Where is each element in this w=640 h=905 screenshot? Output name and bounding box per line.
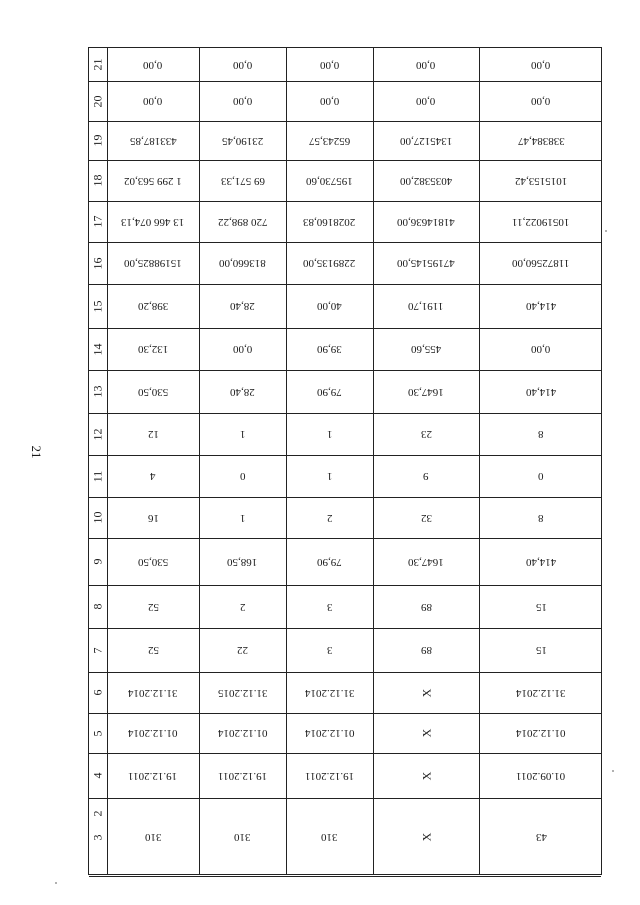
cell-value: 530,50	[137, 385, 169, 398]
cell-value: 31.12.2014	[128, 686, 178, 699]
cell-value: 01.12.2014	[128, 727, 178, 739]
cell-value: 0,00	[416, 58, 436, 71]
cell-value: 69 571,33	[220, 174, 265, 187]
table-cell	[479, 121, 603, 160]
cell-value: 1191,70	[408, 300, 444, 312]
cell-value: 15	[535, 644, 547, 656]
cell-value: 414,40	[525, 300, 557, 312]
cell-value: 52	[147, 644, 159, 656]
cell-value: 398,20	[137, 300, 169, 312]
cell-value: 310	[144, 831, 162, 843]
column-number-cell	[89, 81, 107, 121]
cell-value: 01.12.2014	[217, 727, 268, 739]
cell-value: 10519022,11	[512, 215, 570, 228]
cell-value: 40,00	[317, 300, 342, 312]
column-number-cell	[89, 455, 107, 497]
cell-value: 0,00	[143, 58, 163, 71]
table-cell	[199, 585, 286, 628]
cell-value: 0,00	[531, 95, 551, 107]
scan-speck	[55, 882, 57, 884]
cell-value: 19.12.2011	[217, 769, 268, 782]
cell-value: 28,40	[230, 300, 255, 312]
column-number: 13	[90, 385, 105, 398]
cell-value: 12	[147, 428, 159, 440]
cell-value: 530,50	[137, 555, 169, 568]
cell-value: 43	[535, 831, 547, 843]
table-cell	[286, 672, 373, 713]
table-cell	[479, 242, 603, 284]
column-number-cell	[89, 713, 107, 753]
table-cell	[373, 538, 479, 585]
column-number-cell	[89, 48, 107, 81]
table-cell	[107, 628, 199, 672]
cell-value: 9	[423, 470, 429, 482]
column-number: 10	[90, 511, 105, 524]
column-number: 15	[90, 300, 105, 312]
table-cell	[479, 48, 603, 81]
table-cell	[199, 48, 286, 81]
data-table	[88, 47, 602, 875]
table-cell	[373, 201, 479, 242]
cell-value: 28,40	[230, 385, 255, 398]
column-number-cell	[89, 497, 107, 538]
column-number: 6	[90, 689, 105, 696]
value-x: X	[418, 688, 433, 697]
table-cell	[286, 413, 373, 455]
column-number-cell	[89, 585, 107, 628]
table-cell	[286, 242, 373, 284]
table-cell	[107, 328, 199, 370]
cell-value: 01.12.2014	[304, 727, 355, 739]
column-number-cell	[89, 672, 107, 713]
table-cell	[373, 628, 479, 672]
cell-value: 338384,47	[517, 134, 565, 147]
cell-value: 1 299 563,02	[124, 174, 182, 187]
cell-value: 168,50	[227, 555, 258, 568]
table-cell	[373, 672, 479, 713]
table-cell	[373, 121, 479, 160]
column-number: 12	[90, 428, 105, 440]
table-cell	[199, 798, 286, 876]
cell-value: 3	[326, 644, 333, 656]
column-number-cell	[89, 413, 107, 455]
column-number: 9	[90, 558, 105, 565]
table-cell	[107, 413, 199, 455]
column-number-cell	[89, 628, 107, 672]
table-cell	[107, 497, 199, 538]
column-number-cell	[89, 242, 107, 284]
cell-value: 1015153,42	[514, 174, 568, 187]
value-x: X	[418, 832, 433, 842]
cell-value: 32	[420, 511, 432, 524]
table-cell	[107, 713, 199, 753]
cell-value: 1	[239, 428, 246, 440]
table-cell	[479, 413, 603, 455]
table-cell	[107, 201, 199, 242]
column-number-cell	[89, 370, 107, 413]
cell-value: 1	[326, 428, 333, 440]
cell-value: 0,00	[232, 58, 253, 71]
cell-value: 52	[147, 600, 159, 613]
table-cell	[199, 455, 286, 497]
table-cell	[286, 713, 373, 753]
table-cell	[199, 242, 286, 284]
cell-value: 79,90	[317, 555, 342, 568]
table-cell	[479, 160, 603, 201]
table-cell	[107, 160, 199, 201]
cell-value: 414,40	[525, 555, 557, 568]
table-cell	[479, 201, 603, 242]
cell-value: 4035382,00	[399, 174, 453, 187]
table-cell	[479, 370, 603, 413]
table-cell	[286, 798, 373, 876]
table-cell	[286, 585, 373, 628]
page-number: 21	[29, 445, 44, 459]
table-cell	[107, 121, 199, 160]
column-number: 14	[90, 343, 105, 355]
column-number: 4	[90, 772, 105, 779]
column-number: 11	[90, 470, 105, 482]
cell-value: 16	[147, 511, 159, 524]
column-number: 21	[90, 58, 105, 71]
table-cell	[107, 284, 199, 328]
cell-value: 15	[535, 600, 547, 613]
cell-value: 310	[234, 831, 251, 843]
table-cell	[373, 48, 479, 81]
table-cell	[373, 455, 479, 497]
cell-value: 8	[538, 428, 544, 440]
table-cell	[479, 497, 603, 538]
table-cell	[479, 585, 603, 628]
scan-speck	[612, 770, 614, 772]
cell-value: 0	[538, 470, 544, 482]
table-cell	[107, 585, 199, 628]
cell-value: 414,40	[525, 385, 557, 398]
column-number-cell	[89, 121, 107, 160]
table-cell	[373, 753, 479, 798]
table-cell	[373, 798, 479, 876]
cell-value: 195730,60	[306, 174, 353, 187]
table-cell	[286, 284, 373, 328]
column-number-cell	[89, 201, 107, 242]
table-cell	[199, 201, 286, 242]
table-cell	[373, 585, 479, 628]
scan-speck	[605, 230, 607, 232]
table-cell	[479, 713, 603, 753]
cell-value: 433187,85	[129, 134, 177, 147]
table-cell	[199, 81, 286, 121]
table-cell	[199, 672, 286, 713]
cell-value: 0,00	[319, 58, 340, 71]
cell-value: 19.12.2011	[128, 769, 178, 782]
table-cell	[373, 242, 479, 284]
table-cell	[286, 121, 373, 160]
cell-value: 0,00	[232, 95, 253, 107]
column-number: 3	[90, 834, 105, 840]
cell-value: 31.12.2014	[304, 686, 355, 699]
table-cell	[286, 455, 373, 497]
table-cell	[479, 81, 603, 121]
column-number: 5	[90, 730, 105, 736]
cell-value: 1	[239, 511, 246, 524]
table-cell	[107, 538, 199, 585]
table-cell	[479, 538, 603, 585]
cell-value: 1345127,00	[399, 134, 453, 147]
table-cell	[479, 455, 603, 497]
cell-value: 31.12.2014	[516, 686, 566, 699]
table-cell	[373, 284, 479, 328]
cell-value: 23190,45	[221, 134, 264, 147]
table-cell	[199, 160, 286, 201]
table-cell	[107, 455, 199, 497]
cell-value: 19.12.2011	[304, 769, 355, 782]
table-cell	[199, 121, 286, 160]
cell-value: 4	[150, 470, 156, 482]
cell-value: 31.12.2015	[217, 686, 268, 699]
table-cell	[199, 497, 286, 538]
column-number: 8	[90, 603, 105, 610]
cell-value: 0,00	[416, 95, 436, 107]
cell-value: 13 466 074,13	[121, 215, 185, 228]
table-cell	[286, 328, 373, 370]
table-cell	[479, 328, 603, 370]
cell-value: 01.12.2014	[516, 727, 566, 739]
column-number: 20	[90, 95, 105, 107]
table-cell	[286, 201, 373, 242]
table-cell	[107, 48, 199, 81]
cell-value: 8	[538, 511, 544, 524]
table-cell	[286, 160, 373, 201]
cell-value: 813660,00	[219, 257, 266, 269]
cell-value: 1	[326, 470, 333, 482]
cell-value: 0,00	[531, 58, 551, 71]
table-cell	[479, 798, 603, 876]
table-cell	[373, 81, 479, 121]
cell-value: 0,00	[531, 343, 551, 355]
column-number-cell	[89, 328, 107, 370]
cell-value: 22	[237, 644, 248, 656]
table-cell	[373, 328, 479, 370]
table-cell	[199, 328, 286, 370]
table-cell	[286, 81, 373, 121]
cell-value: 89	[420, 644, 432, 656]
cell-value: 2028160,83	[303, 215, 356, 228]
cell-value: 41814636,00	[397, 215, 455, 228]
cell-value: 3	[326, 600, 333, 613]
table-cell	[107, 370, 199, 413]
cell-value: 310	[321, 831, 338, 843]
table-cell	[479, 628, 603, 672]
table-cell	[199, 413, 286, 455]
cell-value: 79,90	[317, 385, 342, 398]
cell-value: 39,90	[317, 343, 342, 355]
cell-value: 65243,57	[308, 134, 351, 147]
cell-value: 720 898,22	[217, 215, 268, 228]
table-cell	[286, 753, 373, 798]
value-x: X	[418, 771, 433, 780]
table-cell	[107, 798, 199, 876]
column-number: 16	[90, 257, 105, 269]
cell-value: 455,60	[410, 343, 442, 355]
cell-value: 47195145,00	[397, 257, 455, 269]
table-cell	[373, 413, 479, 455]
table-cell	[373, 497, 479, 538]
cell-value: 132,30	[137, 343, 169, 355]
table-cell	[479, 753, 603, 798]
cell-value: 2	[326, 511, 333, 524]
column-number-cell	[89, 284, 107, 328]
table-cell	[199, 538, 286, 585]
cell-value: 2289135,00	[303, 257, 356, 269]
cell-value: 0,00	[232, 343, 253, 355]
cell-value: 11872560,00	[512, 257, 570, 269]
table-cell	[199, 284, 286, 328]
table-cell	[107, 672, 199, 713]
table-cell	[286, 370, 373, 413]
column-number-cell	[89, 806, 107, 821]
cell-value: 0,00	[143, 95, 163, 107]
column-number: 18	[90, 174, 105, 187]
value-x: X	[418, 728, 433, 738]
table-cell	[373, 713, 479, 753]
table-cell	[107, 242, 199, 284]
column-number: 19	[90, 134, 105, 147]
table-cell	[373, 370, 479, 413]
table-cell	[199, 753, 286, 798]
table-cell	[199, 628, 286, 672]
cell-value: 2	[239, 600, 246, 613]
table-cell	[199, 713, 286, 753]
table-cell	[286, 497, 373, 538]
table-cell	[286, 628, 373, 672]
table-cell	[373, 160, 479, 201]
column-number-cell	[89, 160, 107, 201]
table-cell	[107, 81, 199, 121]
column-number-cell	[89, 538, 107, 585]
column-number: 7	[90, 647, 105, 653]
table-cell	[286, 48, 373, 81]
grid-line-horizontal	[89, 876, 601, 877]
cell-value: 1647,30	[408, 555, 444, 568]
cell-value: 1647,30	[408, 385, 444, 398]
cell-value: 23	[420, 428, 432, 440]
column-number: 17	[90, 215, 105, 228]
column-number: 2	[90, 810, 105, 817]
table-cell	[107, 753, 199, 798]
table-cell	[479, 672, 603, 713]
cell-value: 89	[420, 600, 432, 613]
cell-value: 01.09.2011	[516, 769, 566, 782]
cell-value: 15198825,00	[124, 257, 182, 269]
cell-value: 0	[239, 470, 246, 482]
column-number-cell	[89, 753, 107, 798]
cell-value: 0,00	[319, 95, 340, 107]
table-cell	[286, 538, 373, 585]
table-cell	[199, 370, 286, 413]
table-cell	[479, 284, 603, 328]
